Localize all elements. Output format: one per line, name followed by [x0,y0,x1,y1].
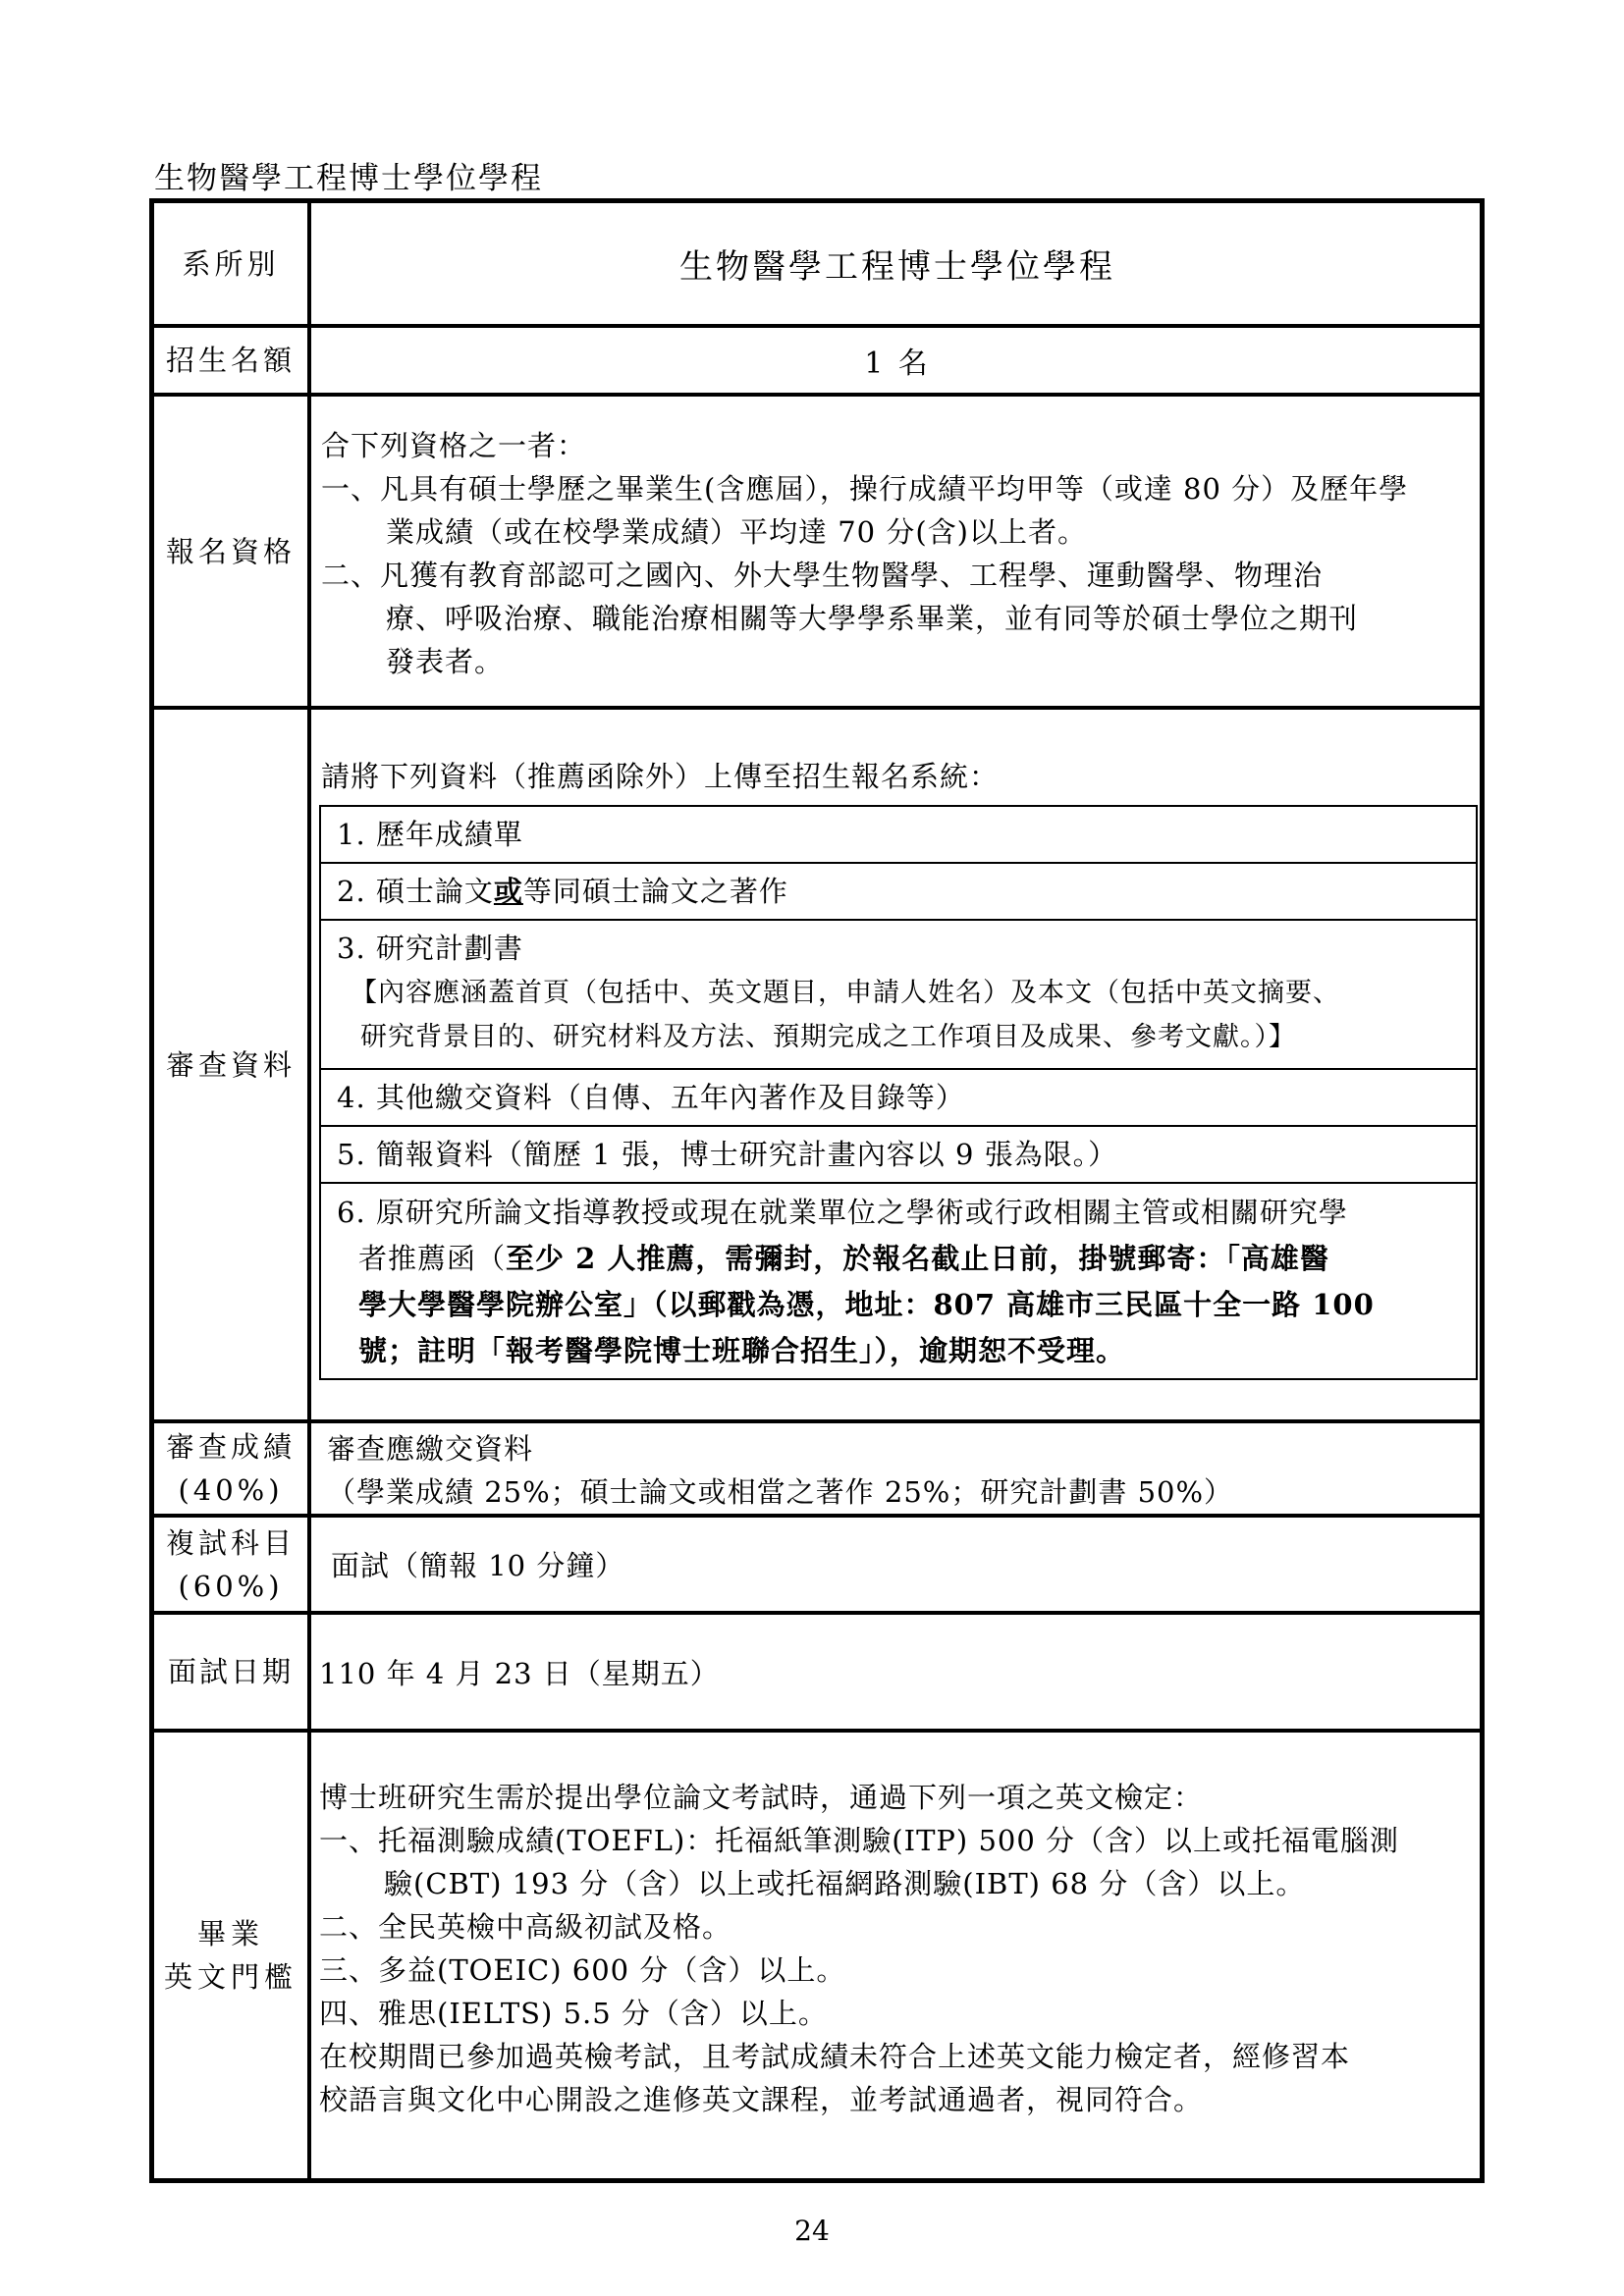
admission-table [149,198,1485,2183]
review-item [321,1127,1476,1184]
retest-label-line1: 複試科目 [165,1525,296,1560]
review-item-6-line4: 號；註明「報考醫學院博士班聯合招生」），逾期恕不受理。 [358,1334,1126,1367]
row-eligibility [154,397,1480,710]
retest-label [154,1518,311,1611]
review-item-6-line3: 學大學醫學院辦公室」（以郵戳為憑，地址：807 高雄市三民區十全一路 100 [358,1288,1375,1321]
review-item [321,1070,1476,1127]
english-line: 一、托福測驗成績(TOEFL)：托福紙筆測驗(ITP) 500 分（含）以上或托福電腦測 [319,1824,1400,1857]
review-score-label [154,1423,311,1514]
row-department [154,203,1480,328]
review-item-2b: 或 [493,875,523,908]
interview-date-label: 面試日期 [154,1615,311,1729]
eligibility-line: 療、呼吸治療、職能治療相關等大學學系畢業，並有同等於碩士學位之期刊 [386,602,1359,635]
review-item-2a: 2. 碩士論文 [337,875,494,908]
row-quota [154,328,1480,397]
review-item-3-line1: 【內容應涵蓋首頁（包括中、英文題目，申請人姓名）及本文（包括中英文摘要、 [351,978,1340,1008]
english-line: 驗(CBT) 193 分（含）以上或托福網路測驗(IBT) 68 分（含）以上。 [384,1867,1306,1900]
row-retest [154,1518,1480,1615]
page-title: 生物醫學工程博士學位學程 [154,161,543,196]
english-label [154,1733,311,2178]
review-item-3-title: 3. 研究計劃書 [337,932,523,965]
review-item-3-line2: 研究背景目的、研究材料及方法、預期完成之工作項目及成果、參考文獻。）】 [360,1022,1296,1052]
review-item-1: 1. 歷年成績單 [337,818,523,851]
retest-value: 面試（簡報 10 分鐘） [331,1549,625,1582]
department-label: 系所別 [154,203,311,324]
english-line: 校語言與文化中心開設之進修英文課程，並考試通過者，視同符合。 [319,2083,1204,2116]
review-item-2c: 等同碩士論文之著作 [522,875,788,908]
review-item-4: 4. 其他繳交資料（自傳、五年內著作及目錄等） [337,1081,965,1114]
review-item [321,921,1476,1070]
review-score-line1: 審查應繳交資料 [327,1432,534,1466]
eligibility-line: 二、凡獲有教育部認可之國內、外大學生物醫學、工程學、運動醫學、物理治 [321,559,1324,592]
eligibility-content [315,397,1480,706]
retest-label-line2: (60%) [178,1569,284,1603]
review-item [321,807,1476,864]
review-item-6-line1: 6. 原研究所論文指導教授或現在就業單位之學術或行政相關主管或相關研究學 [337,1196,1348,1229]
eligibility-label: 報名資格 [154,397,311,706]
english-content [315,1733,1480,2178]
row-review-materials [154,710,1480,1423]
eligibility-line: 合下列資格之一者： [321,429,587,462]
quota-value: 1 名 [864,347,931,381]
eligibility-line: 一、凡具有碩士學歷之畢業生(含應屆），操行成績平均甲等（或達 80 分）及歷年學 [321,472,1409,506]
review-items-table [319,805,1478,1380]
quota-label: 招生名額 [154,328,311,393]
review-label: 審查資料 [154,710,311,1419]
review-item-5: 5. 簡報資料（簡歷 1 張，博士研究計畫內容以 9 張為限。） [337,1138,1118,1171]
english-label-line1: 畢業 [196,1917,264,1950]
review-intro: 請將下列資料（推薦函除外）上傳至招生報名系統： [321,760,1000,793]
review-score-content [315,1423,1480,1514]
page-number: 24 [794,2215,830,2247]
row-interview-date [154,1615,1480,1733]
row-english-threshold [154,1733,1480,2178]
review-item [321,864,1476,921]
review-item [321,1184,1476,1378]
review-score-label-line1: 審查成績 [165,1430,296,1464]
english-line: 三、多益(TOEIC) 600 分（含）以上。 [319,1953,846,1987]
english-line: 博士班研究生需於提出學位論文考試時，通過下列一項之英文檢定： [319,1781,1204,1814]
english-line: 四、雅思(IELTS) 5.5 分（含）以上。 [319,1997,828,2030]
review-item-6-line2a: 者推薦函（ [358,1242,507,1275]
english-label-line2: 英文門檻 [163,1960,298,1994]
interview-date-value: 110 年 4 月 23 日（星期五） [319,1656,720,1690]
english-line: 二、全民英檢中高級初試及格。 [319,1910,732,1944]
review-item-6-line2b: 至少 2 人推薦，需彌封，於報名截止日前，掛號郵寄：「高雄醫 [506,1242,1329,1275]
review-score-label-line2: (40%) [178,1473,284,1507]
review-content [315,710,1480,1419]
eligibility-line: 業成績（或在校學業成績）平均達 70 分(含)以上者。 [386,515,1087,549]
eligibility-line: 發表者。 [386,645,505,678]
english-line: 在校期間已參加過英檢考試，且考試成績未符合上述英文能力檢定者，經修習本 [319,2040,1351,2073]
row-review-score [154,1423,1480,1518]
review-score-line2: （學業成績 25%；碩士論文或相當之著作 25%；研究計劃書 50%） [327,1475,1234,1509]
department-value: 生物醫學工程博士學位學程 [679,247,1115,287]
